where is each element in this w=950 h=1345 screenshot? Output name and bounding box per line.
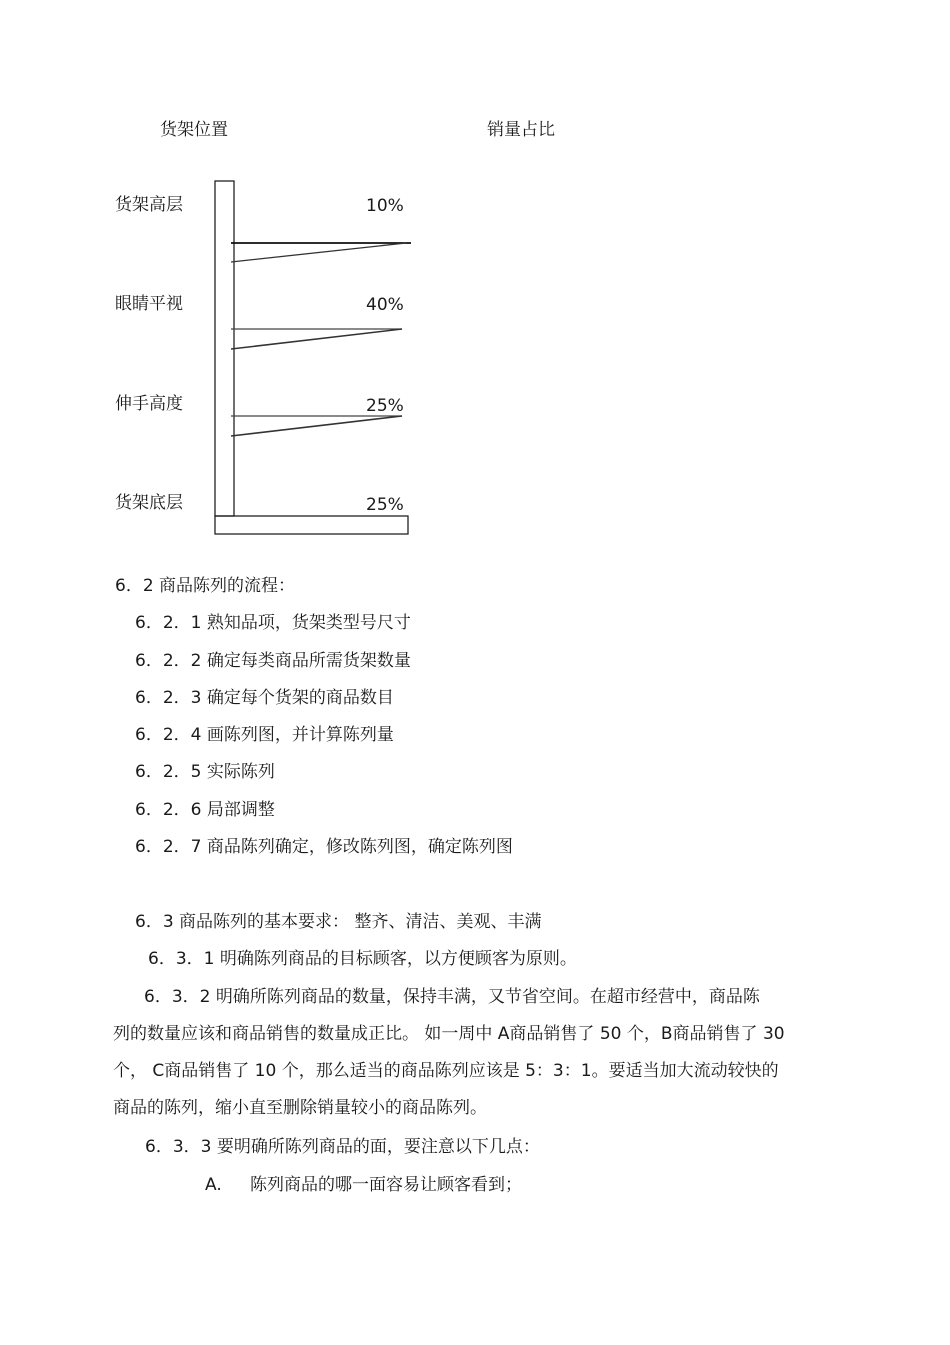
step-6-2-2: 6．2．2 确定每类商品所需货架数量: [135, 651, 411, 671]
item-6-3-3: 6．3．3 要明确所陈列商品的面，要注意以下几点：: [145, 1137, 540, 1157]
step-6-2-5: 6．2．5 实际陈列: [135, 762, 275, 782]
item-6-3-2-line-1: 6．3．2 明确所陈列商品的数量，保持丰满，又节省空间。在超市经营中，商品陈: [144, 987, 760, 1007]
row-label-eye: 眼睛平视: [115, 294, 183, 314]
section-62-heading: 6．2 商品陈列的流程：: [115, 576, 296, 596]
row-share-reach: 25%: [366, 396, 404, 416]
row-share-eye: 40%: [366, 295, 404, 315]
shelf-board-top: [231, 243, 411, 262]
item-6-3-3-a-text: 陈列商品的哪一面容易让顾客看到；: [250, 1175, 522, 1195]
step-6-2-7: 6．2．7 商品陈列确定，修改陈列图，确定陈列图: [135, 837, 513, 857]
shelf-diagram: [0, 0, 950, 560]
step-6-2-1: 6．2．1 熟知品项，货架类型号尺寸: [135, 613, 411, 633]
step-6-2-3: 6．2．3 确定每个货架的商品数目: [135, 688, 394, 708]
section-63-heading: 6．3 商品陈列的基本要求： 整齐、清洁、美观、丰满: [135, 912, 542, 932]
shelf-board-eye: [231, 329, 402, 349]
item-6-3-3-a-marker: A.: [205, 1175, 222, 1195]
step-6-2-4: 6．2．4 画陈列图，并计算陈列量: [135, 725, 394, 745]
row-share-bottom: 25%: [366, 495, 404, 515]
step-6-2-6: 6．2．6 局部调整: [135, 800, 275, 820]
item-6-3-1: 6．3．1 明确陈列商品的目标顾客，以方便顾客为原则。: [148, 949, 577, 969]
header-sales-share: 销量占比: [487, 120, 555, 140]
row-label-top: 货架高层: [115, 195, 183, 215]
row-label-bottom: 货架底层: [115, 493, 183, 513]
shelf-board-reach: [231, 416, 402, 436]
row-label-reach: 伸手高度: [115, 394, 183, 414]
row-share-top: 10%: [366, 196, 404, 216]
header-shelf-position: 货架位置: [160, 120, 228, 140]
item-6-3-2-line-2: 列的数量应该和商品销售的数量成正比。 如一周中 A商品销售了 50 个，B商品销售了 30: [113, 1024, 785, 1044]
item-6-3-2-line-4: 商品的陈列，缩小直至删除销量较小的商品陈列。: [113, 1098, 487, 1118]
item-6-3-2-line-3: 个， C商品销售了 10 个，那么适当的商品陈列应该是 5：3：1。要适当加大流动较快的: [113, 1061, 779, 1081]
shelf-base: [215, 516, 408, 534]
item-6-3-2: [113, 979, 853, 1127]
